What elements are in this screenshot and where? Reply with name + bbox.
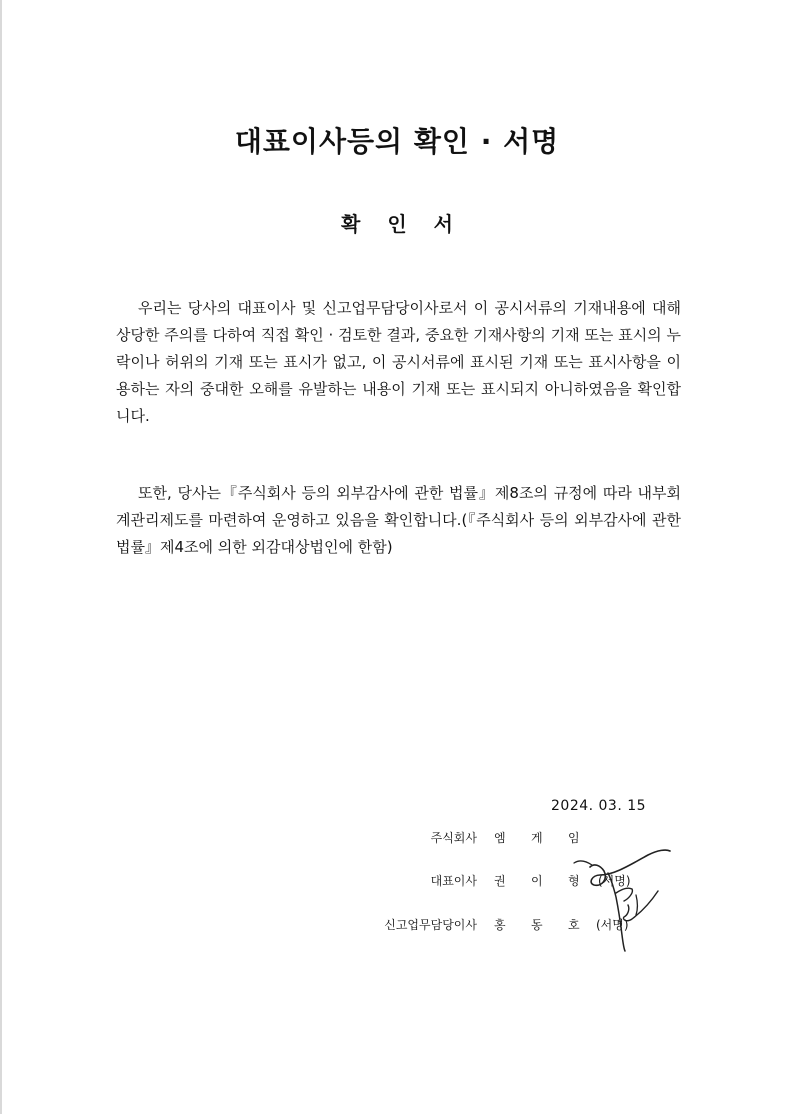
document-subtitle: 확 인 서 [341, 212, 463, 236]
handwritten-signature [570, 845, 680, 955]
signatory-name [494, 829, 605, 846]
signature-mark-label: (서명) [598, 874, 631, 888]
name-char: 홍 [494, 918, 506, 932]
name-char: 임 [568, 831, 580, 845]
name-char: 엠 [494, 831, 506, 845]
name-char: 동 [531, 918, 543, 932]
name-char: 게 [531, 831, 543, 845]
page-left-edge [0, 0, 2, 1114]
name-char: 권 [494, 874, 506, 888]
document-title: 대표이사등의 확인 · 서명 [234, 125, 560, 158]
signatory-role: 신고업무담당이사 [384, 918, 477, 932]
name-char: 이 [531, 874, 543, 888]
signatory-role: 주식회사 [430, 831, 477, 845]
name-char: 형 [568, 874, 580, 888]
signatory-role: 대표이사 [430, 874, 477, 888]
internal-control-paragraph: 또한, 당사는『주식회사 등의 외부감사에 관한 법률』제8조의 규정에 따라 내부회계관리제도를 마련하여 운영하고 있음을 확인합니다.(『주식회사 등의 외부감사에 관한 법률』제4조에 의한 외감대상법인에 한함) [116, 484, 681, 556]
signing-date: 2024. 03. 15 [551, 798, 647, 814]
confirmation-paragraph: 우리는 당사의 대표이사 및 신고업무담당이사로서 이 공시서류의 기재내용에 대해 상당한 주의를 다하여 직접 확인 · 검토한 결과, 중요한 기재사항의 기재 또는 표시의 누락이나 허위의 기재 또는 표시가 없고, 이 공시서류에 표시된 기재 또는 표시사항을 이용하는 자의 중대한 오해를 유발하는 내용이 기재 또는 표시되지 아니하였음을 확인합니다. [116, 299, 681, 425]
signature-mark-label: (서명) [596, 918, 629, 932]
name-char: 호 [568, 918, 580, 932]
